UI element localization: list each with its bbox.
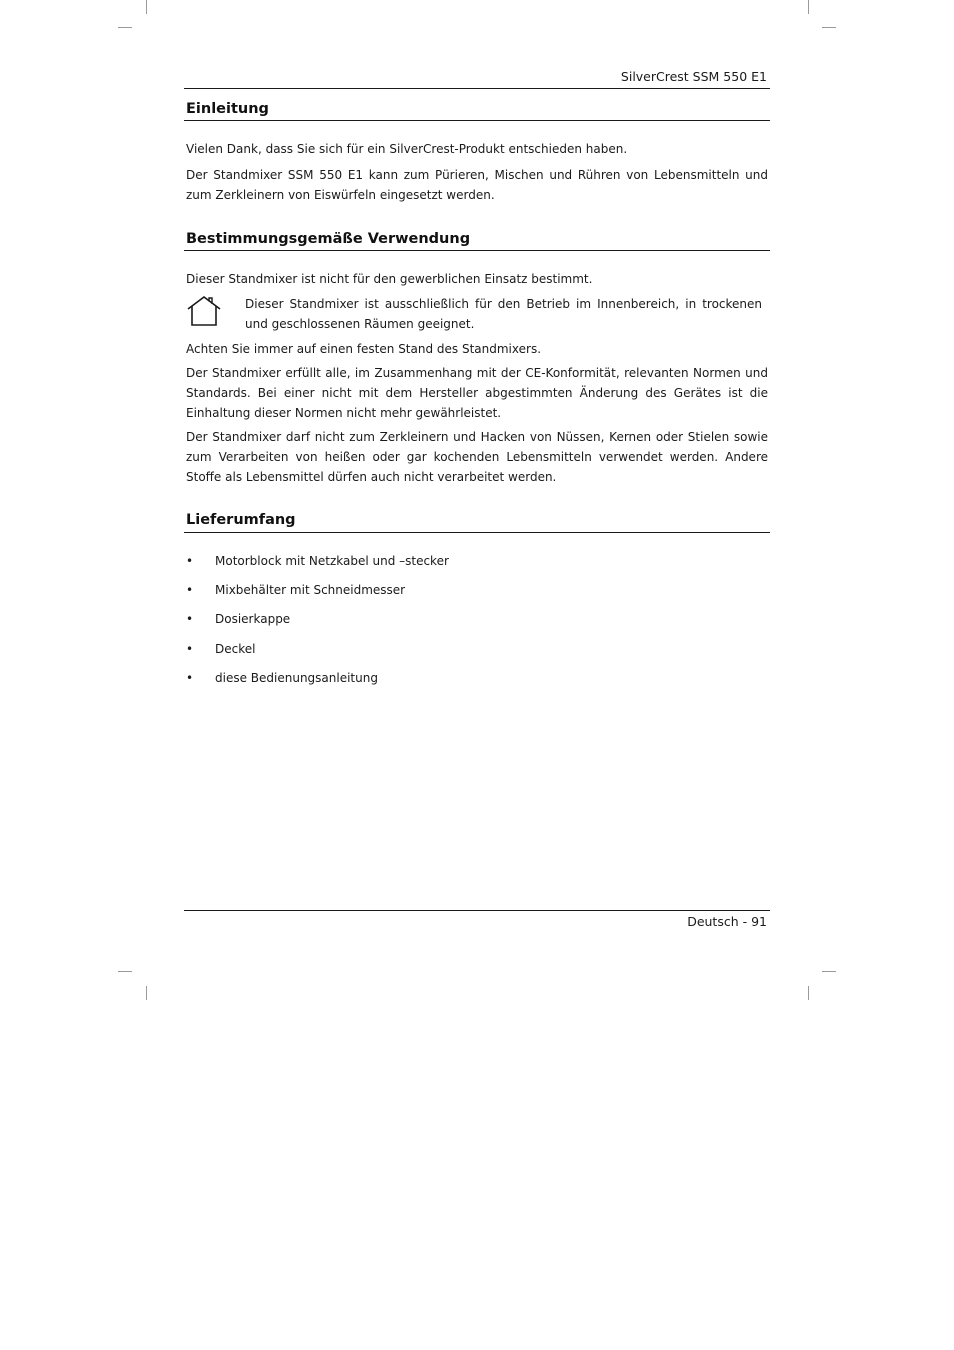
indoor-use-note: Dieser Standmixer ist ausschließlich für den Betrieb im Innenbereich, in trockenen und geschlossenen Räumen geeignet. (245, 297, 762, 331)
paragraph-einleitung-2: Der Standmixer SSM 550 E1 kann zum Pürieren, Mischen und Rühren von Lebensmitteln und zum Zerkleinern von Eiswürfeln eingesetzt werden. (186, 168, 768, 202)
bullet-icon: • (186, 554, 194, 568)
crop-mark-bottom-right-horizontal (822, 971, 836, 972)
bullet-icon: • (186, 583, 194, 597)
heading-rule-verwendung (184, 250, 770, 251)
paragraph-verwendung-3: Der Standmixer erfüllt alle, im Zusammenhang mit der CE-Konformität, relevanten Normen und Standards. Bei einer nicht mit dem Hersteller abgestimmten Änderung des Gerätes ist die Einhaltung dieser Normen nicht mehr gewährleistet. (186, 366, 768, 420)
page-number: Deutsch - 91 (687, 914, 767, 929)
heading-einleitung: Einleitung (186, 101, 269, 117)
crop-mark-bottom-right-vertical (808, 986, 809, 1000)
paragraph-verwendung-4: Der Standmixer darf nicht zum Zerkleinern und Hacken von Nüssen, Kernen oder Stielen sowie zum Verarbeiten von heißen oder gar kochenden Lebensmitteln verwendet werden. Andere Stoffe als Lebensmittel dürfen auch nicht verarbeitet werden. (186, 430, 768, 484)
paragraph-einleitung-1: Vielen Dank, dass Sie sich für ein SilverCrest-Produkt entschieden haben. (186, 142, 628, 156)
header-rule (184, 88, 770, 89)
crop-mark-top-right-horizontal (822, 27, 836, 28)
crop-mark-top-right-vertical (808, 0, 809, 14)
heading-rule-lieferumfang (184, 532, 770, 533)
crop-mark-bottom-left-horizontal (118, 971, 132, 972)
paragraph-verwendung-1: Dieser Standmixer ist nicht für den gewerblichen Einsatz bestimmt. (186, 272, 593, 286)
list-item-label: Deckel (215, 642, 256, 656)
crop-mark-bottom-left-vertical (146, 986, 147, 1000)
list-item-label: Mixbehälter mit Schneidmesser (215, 583, 406, 597)
heading-verwendung: Bestimmungsgemäße Verwendung (186, 231, 471, 247)
heading-lieferumfang: Lieferumfang (186, 512, 296, 528)
running-header: SilverCrest SSM 550 E1 (620, 69, 767, 84)
house-icon (186, 295, 222, 327)
list-item-label: diese Bedienungsanleitung (215, 671, 378, 685)
bullet-icon: • (186, 671, 194, 685)
crop-mark-top-left-horizontal (118, 27, 132, 28)
crop-mark-top-left-vertical (146, 0, 147, 14)
paragraph-verwendung-2: Achten Sie immer auf einen festen Stand des Standmixers. (186, 342, 542, 356)
bullet-icon: • (186, 612, 194, 626)
bullet-icon: • (186, 642, 194, 656)
footer-rule (184, 910, 770, 911)
heading-rule-einleitung (184, 120, 770, 121)
list-item-label: Motorblock mit Netzkabel und –stecker (215, 554, 449, 568)
list-item-label: Dosierkappe (215, 612, 291, 626)
